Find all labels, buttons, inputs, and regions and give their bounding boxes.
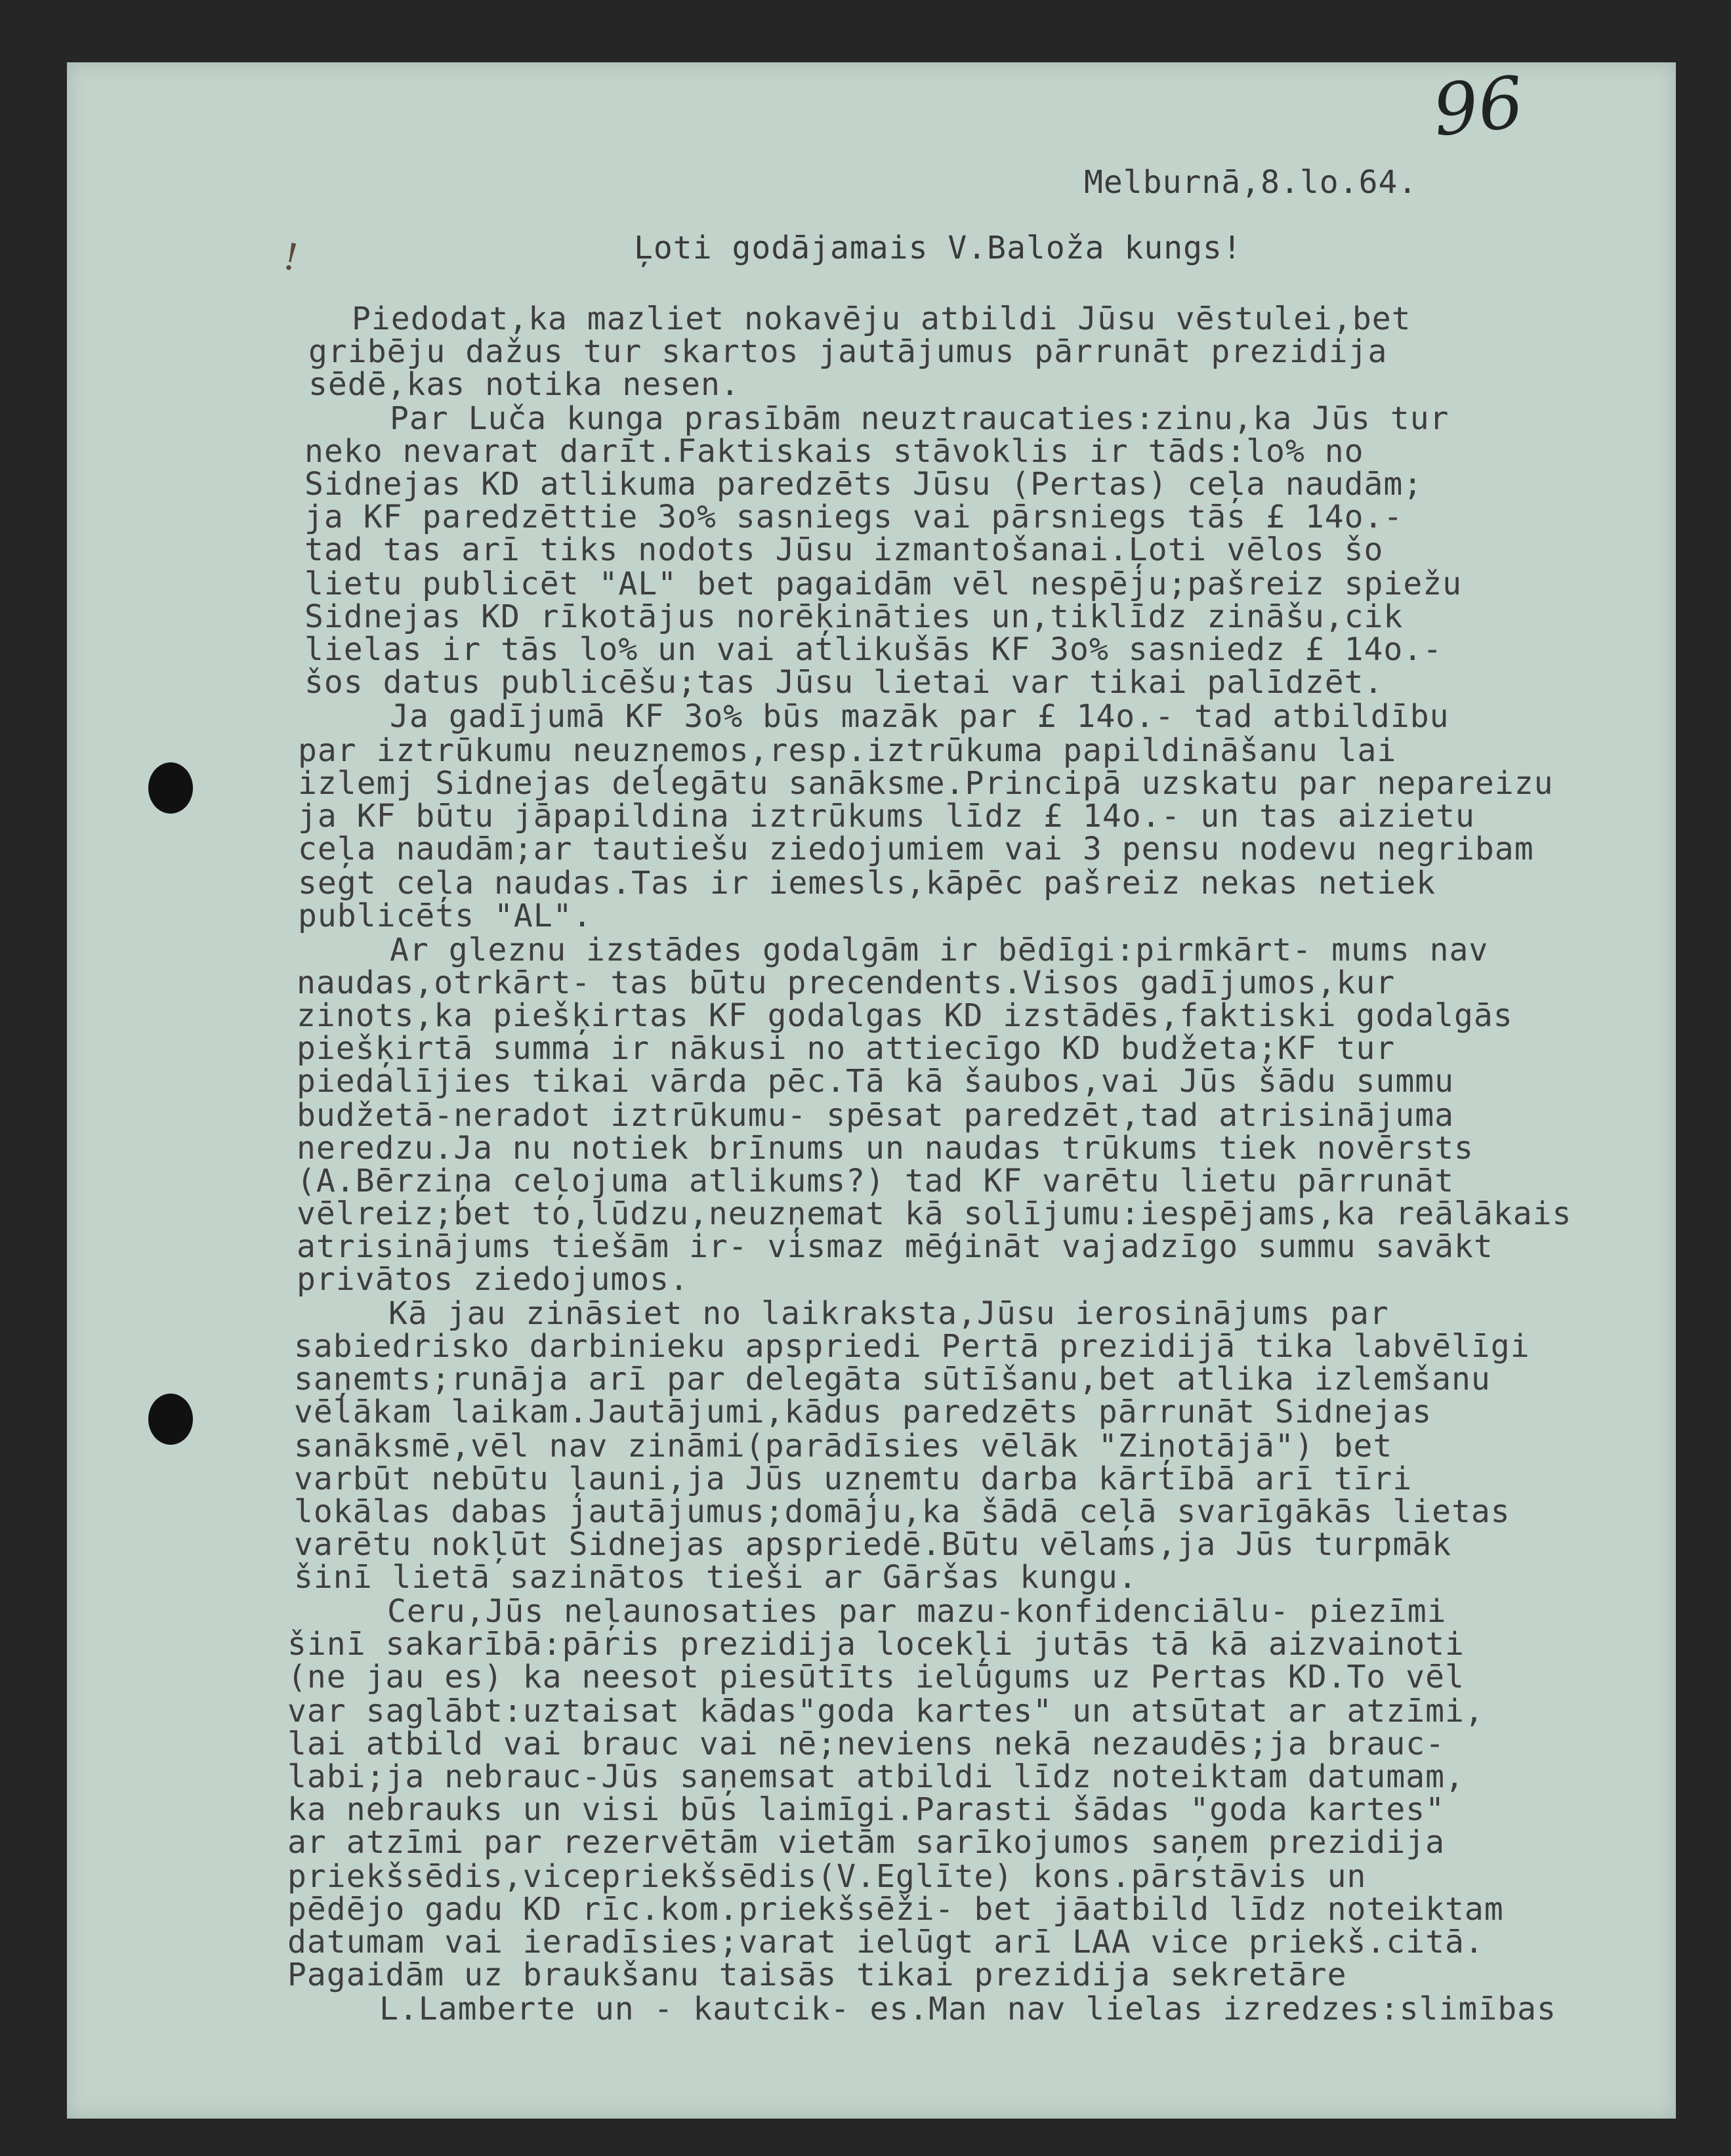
text-line: vēlreiz;bet to,lūdzu,neuzņemat kā solījumu:iespējams,ka reālākais [297, 1195, 1572, 1232]
text-line: neredzu.Ja nu notiek brīnums un naudas trūkums tiek novērsts [297, 1130, 1474, 1167]
text-line: tad tas arī tiks nodots Jūsu izmantošanai.Ļoti vēlos šo [304, 531, 1384, 568]
text-line: Ceru,Jūs neļaunosaties par mazu-konfidenciālu- piezīmi [387, 1593, 1447, 1630]
text-line: vēlākam laikam.Jautājumi,kādus paredzēts pārrunāt Sidnejas [294, 1394, 1432, 1430]
text-line: (ne jau es) ka neesot piesūtīts ielūgums uz Pertas KD.To vēl [287, 1659, 1465, 1695]
text-line: labi;ja nebrauc-Jūs saņemsat atbildi līdz noteiktam datumam, [287, 1758, 1465, 1795]
text-line: izlemj Sidnejas delegātu sanāksme.Principā uzskatu par nepareizu [298, 765, 1554, 802]
text-line: sanāksmē,vēl nav zināmi(parādīsies vēlāk "Ziņotājā") bet [294, 1428, 1393, 1464]
text-line: piedalījies tikai vārda pēc.Tā kā šaubos,vai Jūs šādu summu [297, 1063, 1455, 1100]
text-line: varētu nokļūt Sidnejas apspriedē.Būtu vēlams,ja Jūs turpmāk [294, 1526, 1452, 1563]
text-line: segt ceļa naudas.Tas ir iemesls,kāpēc pašreiz nekas netiek [298, 865, 1436, 902]
text-line: ar atzīmi par rezervētām vietām sarīkojumos saņem prezidija [287, 1824, 1446, 1861]
salutation: Ļoti godājamais V.Baloža kungs! [634, 230, 1242, 266]
text-line: zinots,ka piešķirtas KF godalgas KD izstādēs,faktiski godalgās [297, 997, 1513, 1034]
text-line: lokālas dabas jautājumus;domāju,ka šādā ceļā svarīgākās lietas [294, 1493, 1511, 1530]
letter-date: Melburnā,8.lo.64. [1084, 164, 1418, 201]
text-line: sabiedrisko darbinieku apspriedi Pertā prezidijā tika labvēlīgi [294, 1328, 1530, 1365]
text-line: (A.Bērziņa ceļojuma atlikums?) tad KF varētu lietu pārrunāt [297, 1163, 1455, 1199]
text-line: L.Lamberte un - kautcik- es.Man nav lielas izredzes:slimības [379, 1991, 1556, 2027]
archive-page-number: 96 [1429, 61, 1528, 153]
text-line: Ja gadījumā KF 3o% būs mazāk par £ 14o.- tad atbildību [390, 698, 1449, 735]
text-line: lielas ir tās lo% un vai atlikušās KF 3o% sasniedz £ 14o.- [304, 631, 1443, 668]
text-line: saņemts;runāja arī par delegāta sūtīšanu,bet atlika izlemšanu [294, 1361, 1491, 1398]
text-line: šos datus publicēšu;tas Jūsu lietai var tikai palīdzēt. [304, 664, 1384, 701]
text-line: piešķirtā summa ir nākusi no attiecīgo KD budžeta;KF tur [297, 1030, 1396, 1067]
text-line: var saglābt:uztaisat kādas"goda kartes" un atsūtat ar atzīmi, [287, 1693, 1484, 1730]
text-line: publicēts "AL". [298, 898, 593, 934]
punch-hole-upper [148, 762, 193, 814]
text-line: datumam vai ieradīsies;varat ielūgt arī LAA vice priekš.citā. [287, 1924, 1484, 1960]
text-line: ka nebrauks un visi būs laimīgi.Parasti šādas "goda kartes" [287, 1791, 1446, 1828]
text-line: lai atbild vai brauc vai nē;neviens nekā nezaudēs;ja brauc- [287, 1726, 1446, 1762]
text-line: šinī sakarībā:pāris prezidija locekļi jutās tā kā aizvainoti [287, 1626, 1465, 1663]
text-line: ja KF būtu jāpapildina iztrūkums līdz £ 14o.- un tas aizietu [298, 798, 1475, 835]
text-line: varbūt nebūtu ļauni,ja Jūs uzņemtu darba kārtībā arī tīri [294, 1461, 1413, 1497]
margin-mark: ! [279, 235, 303, 280]
text-line: budžetā-neradot iztrūkumu- spēsat paredzēt,tad atrisinājuma [297, 1097, 1455, 1134]
text-line: sēdē,kas notika nesen. [308, 366, 740, 403]
text-line: Piedodat,ka mazliet nokavēju atbildi Jūsu vēstulei,bet [352, 301, 1411, 337]
text-line: priekšsēdis,vicepriekšsēdis(V.Eglīte) kons.pārstāvis un [287, 1858, 1367, 1895]
text-line: privātos ziedojumos. [297, 1261, 689, 1298]
punch-hole-lower [148, 1394, 193, 1445]
text-line: Sidnejas KD rīkotājus norēķināties un,tiklīdz zināšu,cik [304, 598, 1404, 635]
text-line: Kā jau zināsiet no laikraksta,Jūsu ierosinājums par [388, 1295, 1389, 1332]
text-line: šinī lietā sazinātos tieši ar Gāršas kungu. [294, 1559, 1138, 1596]
text-line: par iztrūkumu neuzņemos,resp.iztrūkuma papildināšanu lai [298, 732, 1397, 769]
text-line: atrisinājums tiešām ir- vismaz mēģināt vajadzīgo summu savākt [297, 1228, 1493, 1265]
text-line: gribēju dažus tur skartos jautājumus pārrunāt prezidija [308, 333, 1388, 370]
text-line: pēdējo gadu KD rīc.kom.priekšsēži- bet jāatbild līdz noteiktam [287, 1891, 1504, 1928]
text-line: lietu publicēt "AL" bet pagaidām vēl nespēju;pašreiz spiežu [304, 566, 1463, 602]
text-line: ceļa naudām;ar tautiešu ziedojumiem vai 3 pensu nodevu negribam [298, 831, 1534, 867]
text-line: Pagaidām uz braukšanu taisās tikai prezidija sekretāre [287, 1957, 1347, 1993]
text-line: naudas,otrkārt- tas būtu precendents.Visos gadījumos,kur [297, 964, 1396, 1001]
text-line: ja KF paredzēttie 3o% sasniegs vai pārsniegs tās £ 14o.- [304, 499, 1404, 535]
text-line: Ar gleznu izstādes godalgām ir bēdīgi:pirmkārt- mums nav [390, 932, 1489, 968]
text-line: neko nevarat darīt.Faktiskais stāvoklis ir tāds:lo% no [304, 433, 1364, 470]
text-line: Sidnejas KD atlikuma paredzēts Jūsu (Pertas) ceļa naudām; [304, 466, 1423, 503]
text-line: Par Luča kunga prasībām neuztraucaties:zinu,ka Jūs tur [390, 400, 1449, 437]
